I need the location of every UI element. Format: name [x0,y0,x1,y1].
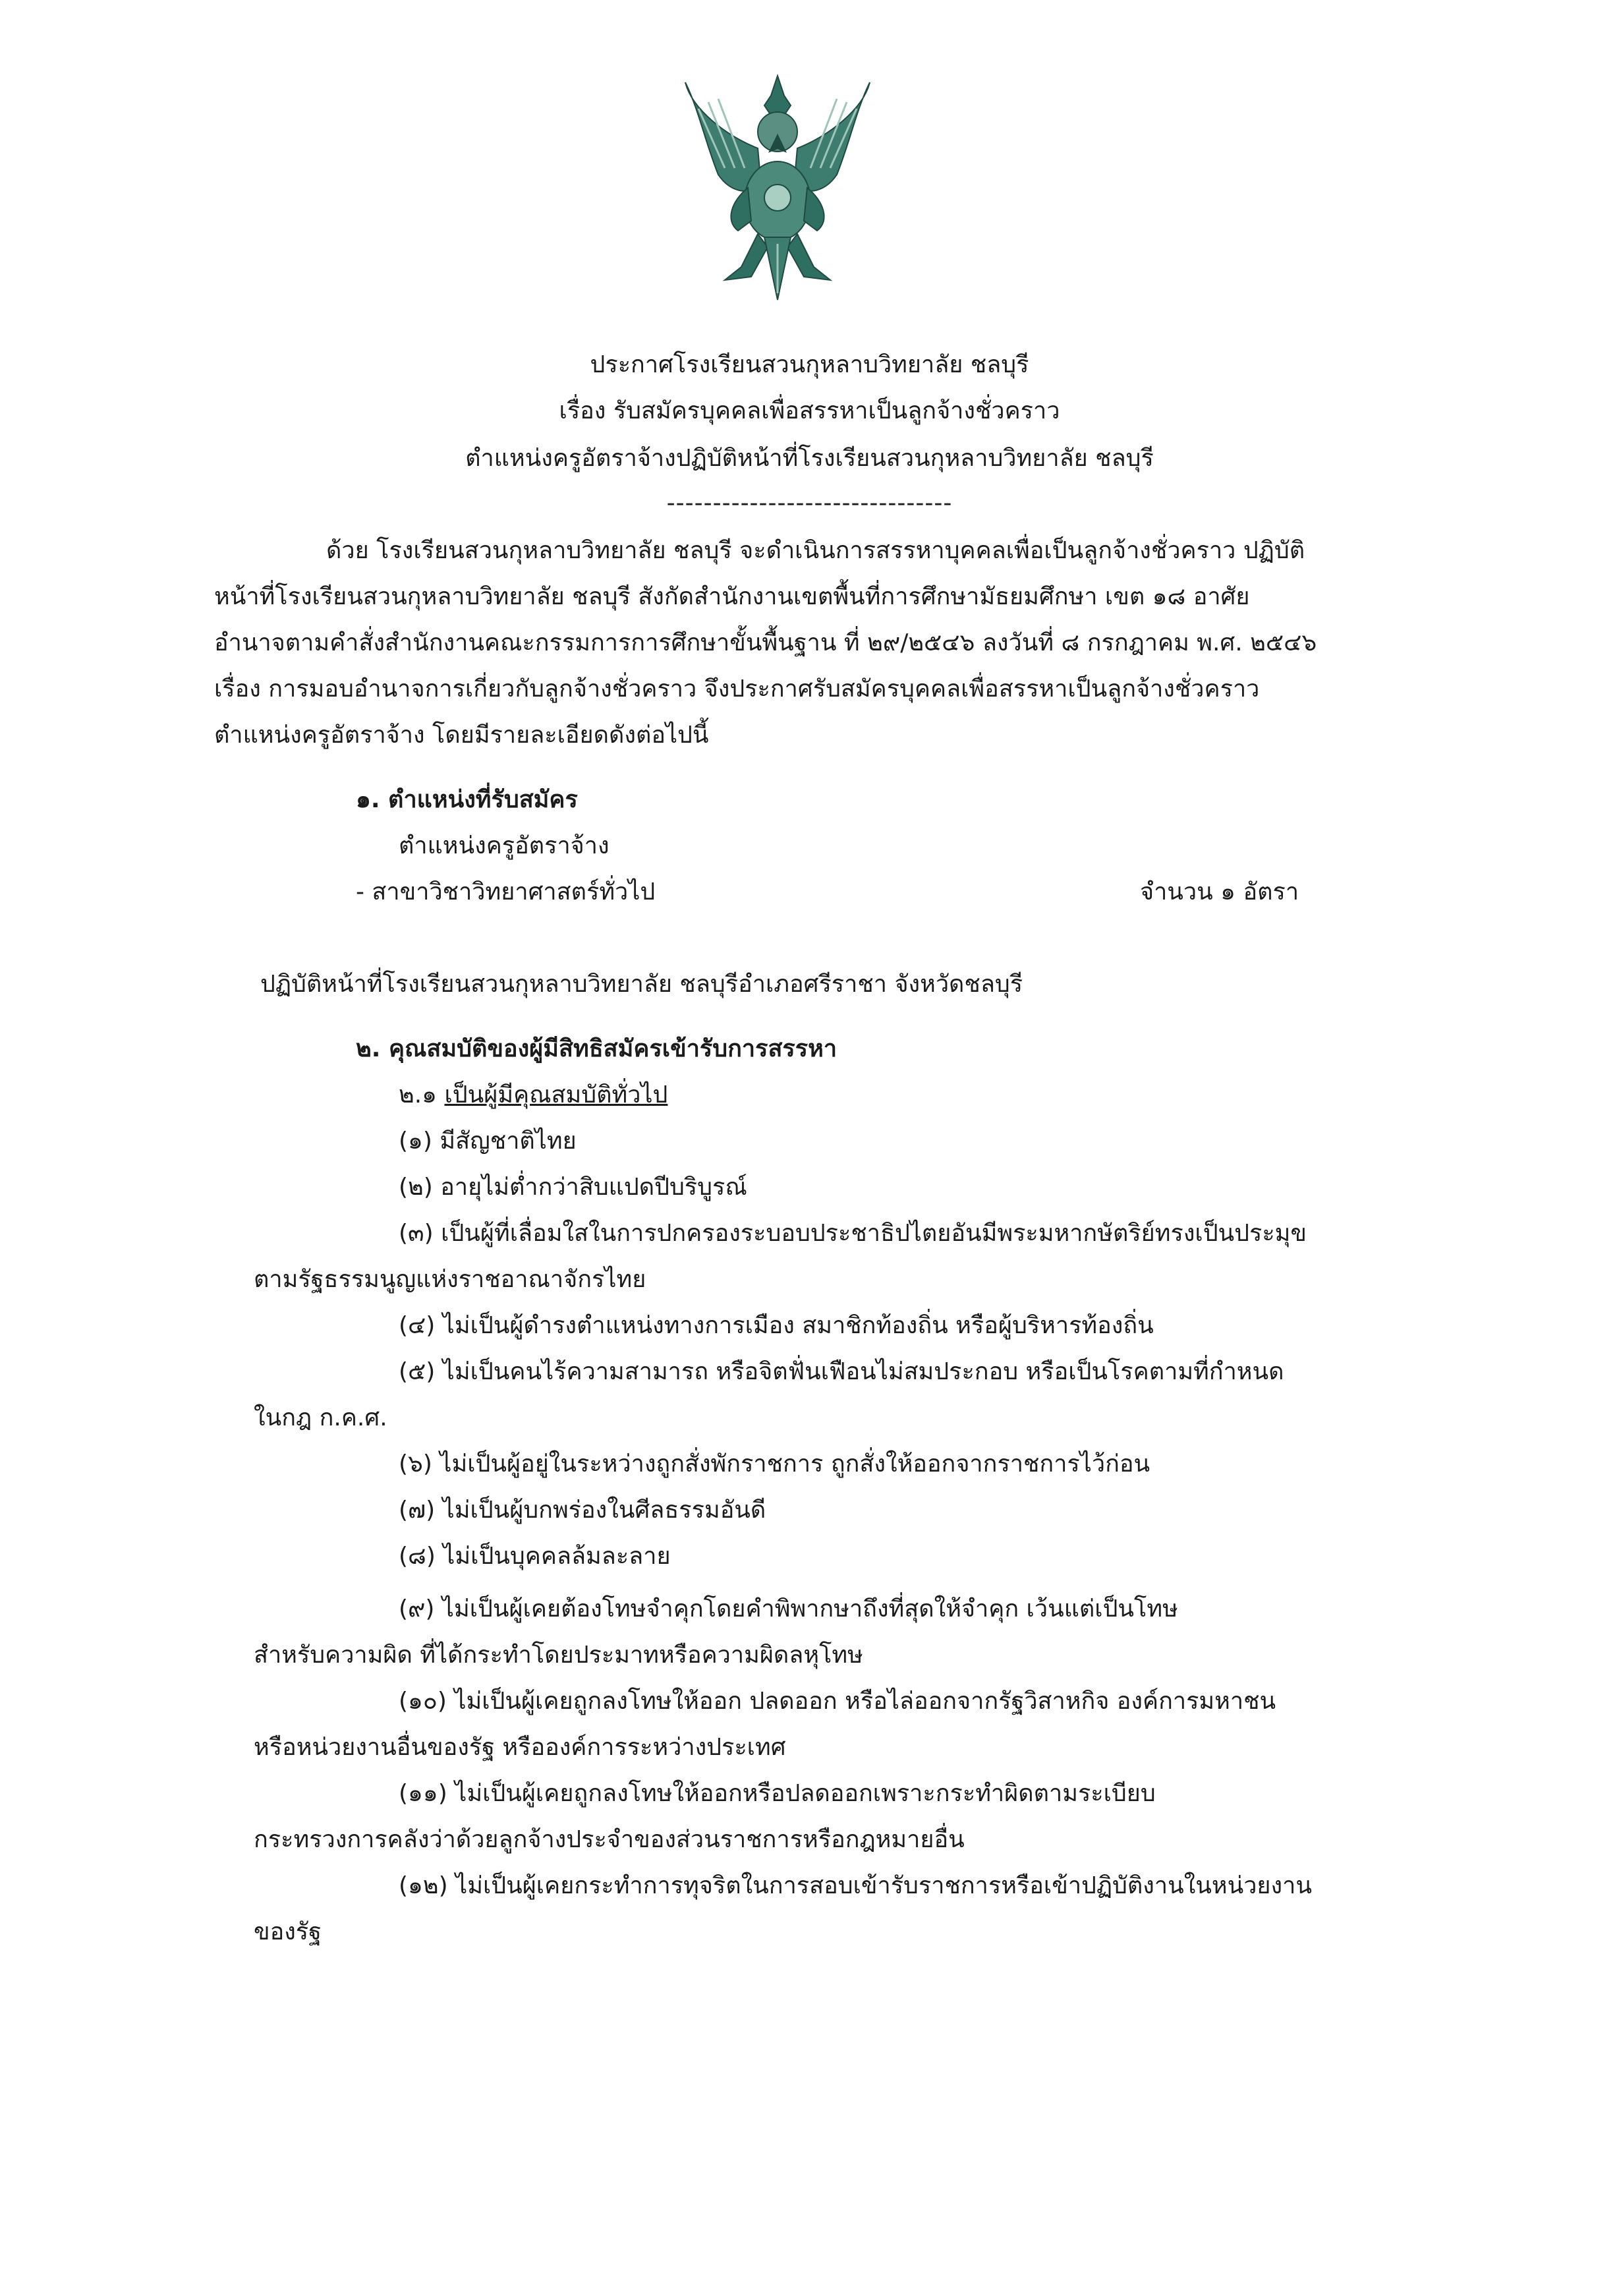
qualification-item: (๑๒) ไม่เป็นผู้เคยกระทำการทุจริตในการสอบเข้ารับราชการหรือเข้าปฏิบัติงานในหน่วยงาน [399,1872,1312,1899]
intro-line: ด้วย โรงเรียนสวนกุหลาบวิทยาลัย ชลบุรี จะดำเนินการสรรหาบุคคลเพื่อเป็นลูกจ้างชั่วคราว ปฏิบัติ [326,537,1305,564]
qualification-item: (๑๑) ไม่เป็นผู้เคยถูกลงโทษให้ออกหรือปลดออกเพราะกระทำผิดตามระเบียบ [399,1780,1156,1807]
qualification-continuation: ของรัฐ [254,1918,322,1945]
qualification-item: (๖) ไม่เป็นผู้อยู่ในระหว่างถูกสั่งพักราชการ ถูกสั่งให้ออกจากราชการไว้ก่อน [399,1450,1150,1478]
announcement-subject: เรื่อง รับสมัครบุคคลเพื่อสรรหาเป็นลูกจ้างชั่วคราว [559,397,1060,424]
section-heading: ๑. ตำแหน่งที่รับสมัคร [356,786,578,813]
duty-line: ปฏิบัติหน้าที่โรงเรียนสวนกุหลาบวิทยาลัย ชลบุรีอำเภอศรีราชา จังหวัดชลบุรี [260,971,1023,998]
qualification-continuation: ในกฎ ก.ค.ศ. [254,1404,387,1431]
section-heading: ๒. คุณสมบัติของผู้มีสิทธิสมัครเข้ารับการสรรหา [356,1035,838,1062]
qualification-continuation: สำหรับความผิด ที่ได้กระทำโดยประมาทหรือความผิดลหุโทษ [254,1642,863,1669]
header-separator: ------------------------------- [666,490,953,517]
position-name: ตำแหน่งครูอัตราจ้าง [399,832,610,859]
qualification-continuation: ตามรัฐธรรมนูญแห่งราชอาณาจักรไทย [254,1266,646,1293]
announcement-position: ตำแหน่งครูอัตราจ้างปฏิบัติหน้าที่โรงเรียนสวนกุหลาบวิทยาลัย ชลบุรี [465,445,1154,472]
subsection-number: ๒.๑ [399,1081,438,1108]
subject-line [356,876,1299,908]
qualification-continuation: กระทรวงการคลังว่าด้วยลูกจ้างประจำของส่วนราชการหรือกฎหมายอื่น [254,1826,965,1853]
intro-line: หน้าที่โรงเรียนสวนกุหลาบวิทยาลัย ชลบุรี สังกัดสำนักงานเขตพื้นที่การศึกษามัธยมศึกษา เขต ๑๘ อาศัย [214,583,1250,610]
qualification-item: (๔) ไม่เป็นผู้ดำรงตำแหน่งทางการเมือง สมาชิกท้องถิ่น หรือผู้บริหารท้องถิ่น [399,1312,1154,1339]
qualification-item: (๕) ไม่เป็นคนไร้ความสามารถ หรือจิตฟั่นเฟือนไม่สมประกอบ หรือเป็นโรคตามที่กำหนด [399,1358,1284,1385]
qualification-continuation: หรือหน่วยงานอื่นของรัฐ หรือองค์การระหว่างประเทศ [254,1734,786,1761]
qualification-item: (๑๐) ไม่เป็นผู้เคยถูกลงโทษให้ออก ปลดออก หรือไล่ออกจากรัฐวิสาหกิจ องค์การมหาชน [399,1688,1276,1715]
intro-line: ตำแหน่งครูอัตราจ้าง โดยมีรายละเอียดดังต่อไปนี้ [214,722,709,749]
intro-line: เรื่อง การมอบอำนาจการเกี่ยวกับลูกจ้างชั่วคราว จึงประกาศรับสมัครบุคคลเพื่อสรรหาเป็นลูกจ้างชั่วคราว [214,675,1260,703]
intro-line: อำนาจตามคำสั่งสำนักงานคณะกรรมการการศึกษาขั้นพื้นฐาน ที่ ๒๙/๒๕๔๖ ลงวันที่ ๘ กรกฎาคม พ.ศ. ๒๕๔๖ [214,629,1317,656]
garuda-emblem-icon [679,69,876,306]
qualification-item: (๒) อายุไม่ต่ำกว่าสิบแปดปีบริบูรณ์ [399,1174,747,1201]
position-amount: จำนวน ๑ อัตรา [1140,878,1299,905]
subsection-title: เป็นผู้มีคุณสมบัติทั่วไป [444,1081,668,1108]
qualification-item: (๓) เป็นผู้ที่เลื่อมใสในการปกครองระบอบประชาธิปไตยอันมีพระมหากษัตริย์ทรงเป็นประมุข [399,1220,1307,1247]
qualification-item: (๗) ไม่เป็นผู้บกพร่องในศีลธรรมอันดี [399,1497,766,1524]
qualification-item: (๙) ไม่เป็นผู้เคยต้องโทษจำคุกโดยคำพิพากษาถึงที่สุดให้จำคุก เว้นแต่เป็นโทษ [399,1595,1178,1622]
announcement-title: ประกาศโรงเรียนสวนกุหลาบวิทยาลัย ชลบุรี [590,351,1029,378]
subsection-heading [399,1079,667,1111]
subject-name: - สาขาวิชาวิทยาศาสตร์ทั่วไป [356,878,656,905]
qualification-item: (๑) มีสัญชาติไทย [399,1128,577,1155]
qualification-item: (๘) ไม่เป็นบุคคลล้มละลาย [399,1543,671,1570]
